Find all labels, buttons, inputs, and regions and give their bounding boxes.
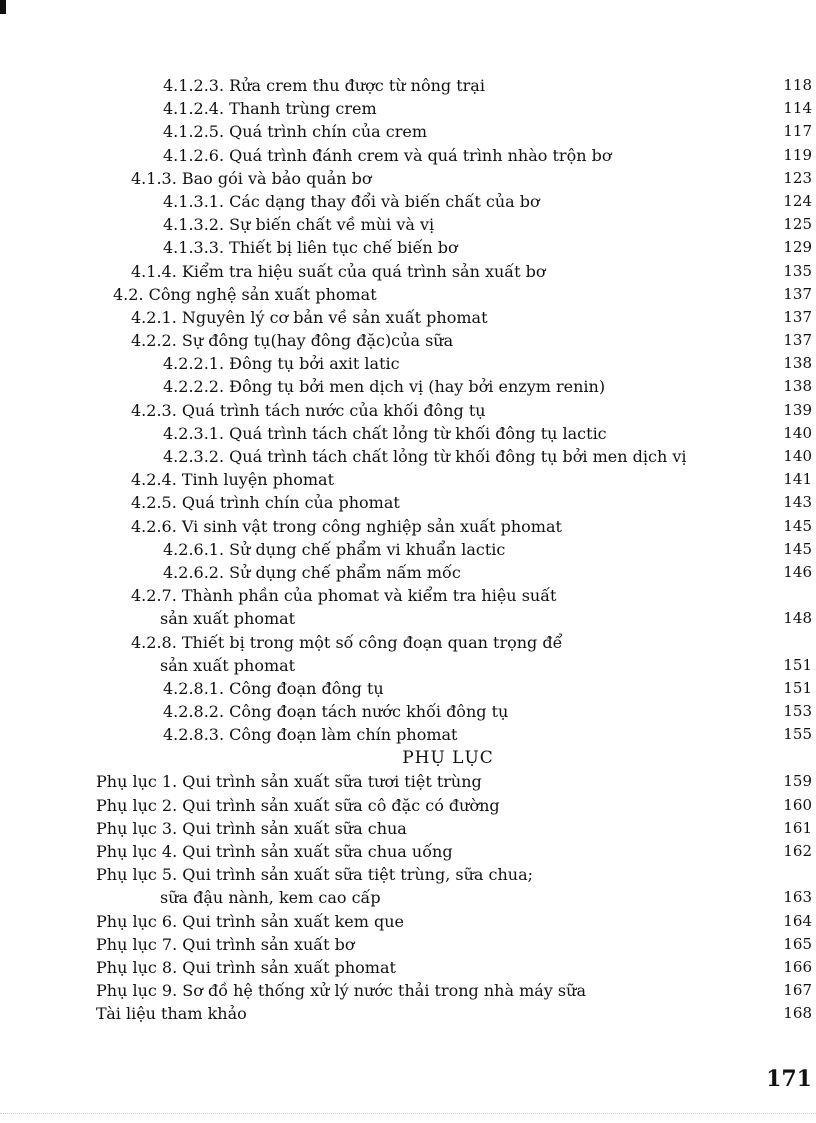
toc-entry-title: Phụ lục 5. Qui trình sản xuất sữa tiệt trùng, sữa chua; bbox=[96, 865, 533, 885]
toc-entry bbox=[0, 561, 816, 584]
toc-entry bbox=[0, 74, 816, 97]
toc-entry bbox=[0, 422, 816, 445]
toc-entry-title: 4.2.8. Thiết bị trong một số công đoạn quan trọng để bbox=[131, 632, 563, 652]
toc-entry-page: 125 bbox=[783, 215, 812, 234]
toc-entry-page: 135 bbox=[783, 261, 812, 280]
bottom-edge-line bbox=[0, 1113, 816, 1114]
toc-entry-page: 160 bbox=[783, 795, 812, 814]
toc-entry-title: 4.2.8.3. Công đoạn làm chín phomat bbox=[163, 725, 458, 745]
toc-entry-title: 4.2.7. Thành phần của phomat và kiểm tra hiệu suất bbox=[131, 586, 557, 606]
toc-entry-page: 138 bbox=[783, 354, 812, 373]
table-of-contents bbox=[0, 74, 816, 1026]
toc-entry bbox=[0, 631, 816, 654]
toc-entry-page: 153 bbox=[783, 702, 812, 721]
toc-entry-page: 155 bbox=[783, 725, 812, 744]
toc-entry bbox=[0, 515, 816, 538]
toc-entry-title: Phụ lục 9. Sơ đồ hệ thống xử lý nước thải trong nhà máy sữa bbox=[96, 981, 586, 1001]
toc-entry bbox=[0, 933, 816, 956]
toc-entry bbox=[0, 677, 816, 700]
toc-entry-page: 137 bbox=[783, 284, 812, 303]
toc-entry bbox=[0, 167, 816, 190]
toc-entry bbox=[0, 654, 816, 677]
toc-entry-page: 119 bbox=[783, 145, 812, 164]
toc-entry-title: 4.1.3.3. Thiết bị liên tục chế biến bơ bbox=[163, 238, 458, 258]
toc-entry-page: 151 bbox=[783, 655, 812, 674]
toc-entry bbox=[0, 607, 816, 630]
toc-entry-title: Phụ lục 1. Qui trình sản xuất sữa tươi tiệt trùng bbox=[96, 772, 482, 792]
toc-entry-title: sản xuất phomat bbox=[160, 655, 296, 675]
toc-entry bbox=[0, 723, 816, 746]
toc-entry-title: 4.2.3.2. Quá trình tách chất lỏng từ khối đông tụ bởi men dịch vị bbox=[163, 447, 687, 466]
toc-entry bbox=[0, 375, 816, 398]
toc-entry-title: Tài liệu tham khảo bbox=[96, 1004, 247, 1024]
toc-entry-title: sản xuất phomat bbox=[160, 609, 296, 629]
toc-entry bbox=[0, 886, 816, 909]
toc-entry bbox=[0, 144, 816, 167]
toc-entry bbox=[0, 236, 816, 259]
toc-entry-page: 137 bbox=[783, 307, 812, 326]
page-number: 171 bbox=[766, 1066, 812, 1092]
toc-entry bbox=[0, 468, 816, 491]
toc-entry-page: 146 bbox=[783, 562, 812, 581]
toc-entry-title: 4.1.2.5. Quá trình chín của crem bbox=[163, 122, 427, 142]
toc-entry-title: 4.1.3.1. Các dạng thay đổi và biến chất của bơ bbox=[163, 191, 540, 211]
toc-entry-title: 4.2.6.2. Sử dụng chế phẩm nấm mốc bbox=[163, 562, 461, 582]
toc-entry bbox=[0, 956, 816, 979]
toc-entry-title: 4.2.1. Nguyên lý cơ bản về sản xuất phomat bbox=[131, 307, 488, 327]
toc-entry-title: 4.1.3. Bao gói và bảo quản bơ bbox=[131, 168, 372, 188]
toc-entry-title: Phụ lục 8. Qui trình sản xuất phomat bbox=[96, 957, 396, 977]
toc-entry-title: Phụ lục 2. Qui trình sản xuất sữa cô đặc có đường bbox=[96, 795, 500, 815]
toc-entry-title: Phụ lục 4. Qui trình sản xuất sữa chua uống bbox=[96, 842, 453, 861]
toc-entry bbox=[0, 1002, 816, 1025]
toc-entry-title: 4.2.8.1. Công đoạn đông tụ bbox=[163, 678, 384, 698]
toc-entry bbox=[0, 260, 816, 283]
toc-entry bbox=[0, 120, 816, 143]
toc-entry bbox=[0, 840, 816, 863]
toc-entry-page: 118 bbox=[783, 76, 812, 94]
toc-entry-title: 4.1.2.3. Rửa crem thu được từ nông trại bbox=[163, 76, 485, 95]
toc-entry-page: 139 bbox=[783, 400, 812, 419]
toc-entry bbox=[0, 863, 816, 886]
toc-entry-page: 162 bbox=[783, 842, 812, 860]
toc-entry-page: 165 bbox=[783, 934, 812, 953]
toc-entry-title: 4.2.5. Quá trình chín của phomat bbox=[131, 493, 400, 513]
toc-entry-title: 4.1.2.4. Thanh trùng crem bbox=[163, 99, 377, 119]
toc-entry bbox=[0, 97, 816, 120]
toc-entry bbox=[0, 213, 816, 236]
toc-entry-page: 164 bbox=[783, 911, 812, 930]
toc-entry-title: 4.2.2. Sự đông tụ(hay đông đặc)của sữa bbox=[131, 331, 454, 351]
toc-entry-title: 4.2.3. Quá trình tách nước của khối đông tụ bbox=[131, 400, 486, 420]
toc-main-entries bbox=[0, 74, 816, 746]
toc-entry-page: 141 bbox=[783, 470, 812, 489]
toc-entry-page: 151 bbox=[783, 678, 812, 697]
toc-entry-page: 129 bbox=[783, 238, 812, 257]
toc-entry-title: 4.2.8.2. Công đoạn tách nước khối đông tụ bbox=[163, 702, 509, 722]
toc-entry-title: 4.2.4. Tinh luyện phomat bbox=[131, 470, 335, 490]
toc-entry-page: 145 bbox=[783, 516, 812, 535]
toc-entry bbox=[0, 794, 816, 817]
toc-entry-title: Phụ lục 7. Qui trình sản xuất bơ bbox=[96, 934, 355, 954]
toc-entry-title: Phụ lục 6. Qui trình sản xuất kem que bbox=[96, 911, 405, 931]
toc-entry bbox=[0, 445, 816, 468]
toc-entry bbox=[0, 491, 816, 514]
toc-entry bbox=[0, 283, 816, 306]
scan-corner-mark bbox=[0, 0, 6, 14]
toc-entry-page: 167 bbox=[783, 981, 812, 1000]
toc-entry-title: 4.2.2.2. Đông tụ bởi men dịch vị (hay bởi enzym renin) bbox=[163, 377, 606, 397]
toc-entry-page: 137 bbox=[783, 331, 812, 350]
toc-entry bbox=[0, 329, 816, 352]
toc-entry bbox=[0, 399, 816, 422]
toc-entry bbox=[0, 584, 816, 607]
toc-entry-page: 138 bbox=[783, 377, 812, 396]
toc-entry bbox=[0, 352, 816, 375]
toc-entry-page: 123 bbox=[783, 168, 812, 187]
toc-entry-title: 4.2.2.1. Đông tụ bởi axit latic bbox=[163, 354, 400, 374]
toc-entry-title: 4.1.2.6. Quá trình đánh crem và quá trình nhào trộn bơ bbox=[163, 145, 612, 165]
toc-entry-page: 143 bbox=[783, 493, 812, 512]
appendix-heading: PHỤ LỤC bbox=[402, 748, 494, 769]
toc-entry-title: sữa đậu nành, kem cao cấp bbox=[160, 888, 381, 908]
toc-entry-title: 4.2.6.1. Sử dụng chế phẩm vi khuẩn lactic bbox=[163, 539, 506, 559]
toc-entry-page: 117 bbox=[783, 122, 812, 141]
toc-entry-page: 163 bbox=[783, 888, 812, 907]
toc-entry-page: 148 bbox=[783, 609, 812, 628]
toc-entry bbox=[0, 770, 816, 793]
toc-entry-page: 145 bbox=[783, 539, 812, 558]
toc-entry bbox=[0, 817, 816, 840]
toc-entry-page: 124 bbox=[783, 191, 812, 210]
toc-entry-page: 140 bbox=[783, 447, 812, 465]
toc-entry bbox=[0, 190, 816, 213]
toc-entry-page: 159 bbox=[783, 772, 812, 791]
toc-entry bbox=[0, 306, 816, 329]
toc-entry-page: 114 bbox=[783, 99, 812, 118]
toc-entry bbox=[0, 910, 816, 933]
toc-appendix-entries bbox=[0, 770, 816, 1025]
toc-entry-title: 4.1.3.2. Sự biến chất về mùi và vị bbox=[163, 215, 435, 235]
toc-entry-page: 168 bbox=[783, 1004, 812, 1023]
toc-entry-page: 161 bbox=[783, 818, 812, 837]
toc-entry bbox=[0, 538, 816, 561]
toc-entry-title: 4.1.4. Kiểm tra hiệu suất của quá trình sản xuất bơ bbox=[131, 261, 546, 281]
toc-entry-title: Phụ lục 3. Qui trình sản xuất sữa chua bbox=[96, 818, 407, 838]
toc-entry-title: 4.2.3.1. Quá trình tách chất lỏng từ khối đông tụ lactic bbox=[163, 423, 607, 443]
toc-entry-page: 140 bbox=[783, 423, 812, 442]
toc-entry-title: 4.2. Công nghệ sản xuất phomat bbox=[113, 284, 377, 304]
toc-entry bbox=[0, 700, 816, 723]
toc-entry bbox=[0, 979, 816, 1002]
toc-entry-page: 166 bbox=[783, 957, 812, 976]
toc-entry-title: 4.2.6. Vi sinh vật trong công nghiệp sản xuất phomat bbox=[131, 516, 562, 536]
